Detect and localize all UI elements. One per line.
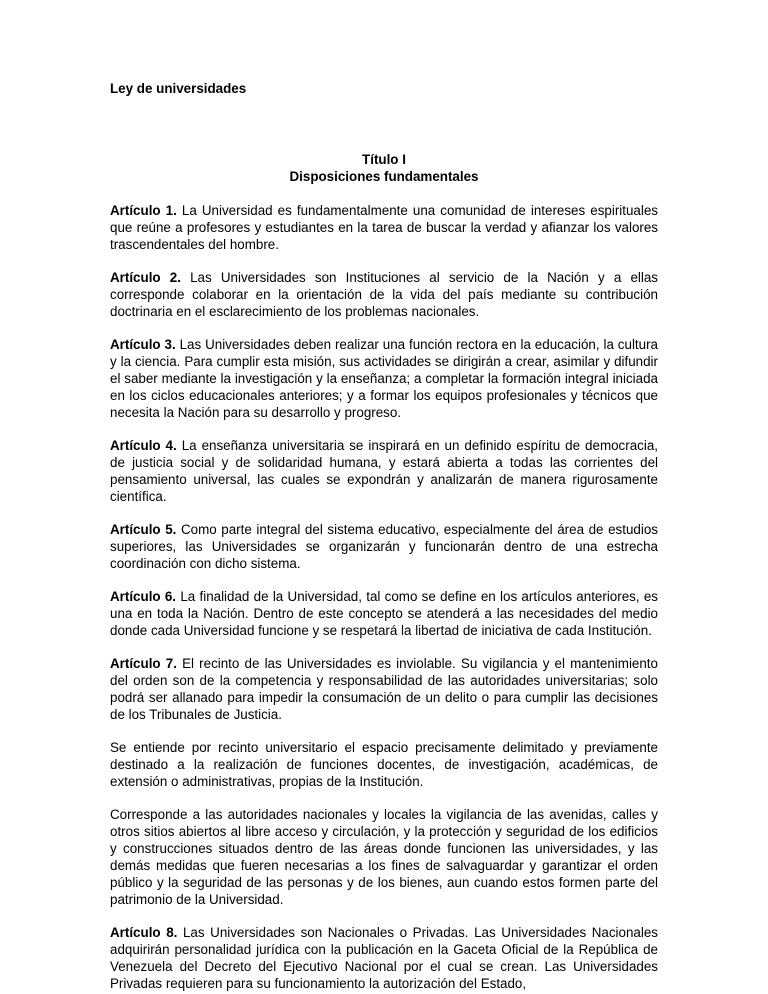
article-label: Artículo 2.: [110, 270, 181, 285]
article-text: La Universidad es fundamentalmente una comunidad de intereses espirituales que reúne a profesores y estudiantes en la tarea de buscar la verdad y afianzar los valores trascendentales del hombre.: [110, 203, 658, 252]
article-5: [110, 521, 658, 572]
article-2: [110, 269, 658, 320]
article-6: [110, 588, 658, 639]
article-4: [110, 437, 658, 505]
article-8: [110, 924, 658, 992]
paragraph-autoridades: [110, 806, 658, 908]
article-text: Las Universidades son Nacionales o Privadas. Las Universidades Nacionales adquirirán personalidad jurídica con la publicación en la Gaceta Oficial de la República de Venezuela del Decreto del Ejecutivo Nacional por el cual se crean. Las Universidades Privadas requieren para su funcionamiento la autorización del Estado,: [110, 925, 658, 991]
section-subheading: Disposiciones fundamentales: [289, 169, 479, 184]
section-heading: Título I: [362, 152, 406, 167]
document-page: [110, 80, 658, 992]
article-label: Artículo 8.: [110, 925, 178, 940]
article-label: Artículo 1.: [110, 203, 177, 218]
article-text: Las Universidades son Instituciones al servicio de la Nación y a ellas corresponde colaborar en la orientación de la vida del país mediante su contribución doctrinaria en el esclarecimiento de los problemas nacionales.: [110, 270, 658, 319]
article-text: La enseñanza universitaria se inspirará en un definido espíritu de democracia, de justicia social y de solidaridad humana, y estará abierta a todas las corrientes del pensamiento universal, las cuales se expondrán y analizarán de manera rigurosamente científica.: [110, 438, 658, 504]
article-text: Las Universidades deben realizar una función rectora en la educación, la cultura y la ciencia. Para cumplir esta misión, sus actividades se dirigirán a crear, asimilar y difundir el saber mediante la investigación y la enseñanza; a completar la formación integral iniciada en los ciclos educacionales anteriores; y a formar los equipos profesionales y técnicos que necesita la Nación para su desarrollo y progreso.: [110, 337, 658, 420]
paragraph-recinto: [110, 739, 658, 790]
article-text: El recinto de las Universidades es inviolable. Su vigilancia y el mantenimiento del orden son de la competencia y responsabilidad de las autoridades universitarias; solo podrá ser allanado para impedir la consumación de un delito o para cumplir las decisiones de los Tribunales de Justicia.: [110, 656, 658, 722]
article-text: Como parte integral del sistema educativo, especialmente del área de estudios superiores, las Universidades se organizarán y funcionarán dentro de una estrecha coordinación con dicho sistema.: [110, 522, 658, 571]
article-3: [110, 336, 658, 421]
paragraph-text: Se entiende por recinto universitario el espacio precisamente delimitado y previamente destinado a la realización de funciones docentes, de investigación, académicas, de extensión o administrativas, propias de la Institución.: [110, 740, 658, 789]
article-label: Artículo 6.: [110, 589, 177, 604]
article-label: Artículo 5.: [110, 522, 177, 537]
article-1: [110, 202, 658, 253]
article-label: Artículo 7.: [110, 656, 177, 671]
article-7: [110, 655, 658, 723]
article-label: Artículo 3.: [110, 337, 176, 352]
article-text: La finalidad de la Universidad, tal como se define en los artículos anteriores, es una en toda la Nación. Dentro de este concepto se atenderá a las necesidades del medio donde cada Universidad funcione y se respetará la libertad de iniciativa de cada Institución.: [110, 589, 658, 638]
section-title-block: [110, 151, 658, 185]
paragraph-text: Corresponde a las autoridades nacionales y locales la vigilancia de las avenidas, calles y otros sitios abiertos al libre acceso y circulación, y la protección y seguridad de los edificios y construcciones situados dentro de las áreas donde funcionen las universidades, y las demás medidas que fueren necesarias a los fines de salvaguardar y garantizar el orden público y la seguridad de las personas y de los bienes, aun cuando estos formen parte del patrimonio de la Universidad.: [110, 807, 658, 907]
document-title: Ley de universidades: [110, 81, 247, 96]
article-label: Artículo 4.: [110, 438, 177, 453]
